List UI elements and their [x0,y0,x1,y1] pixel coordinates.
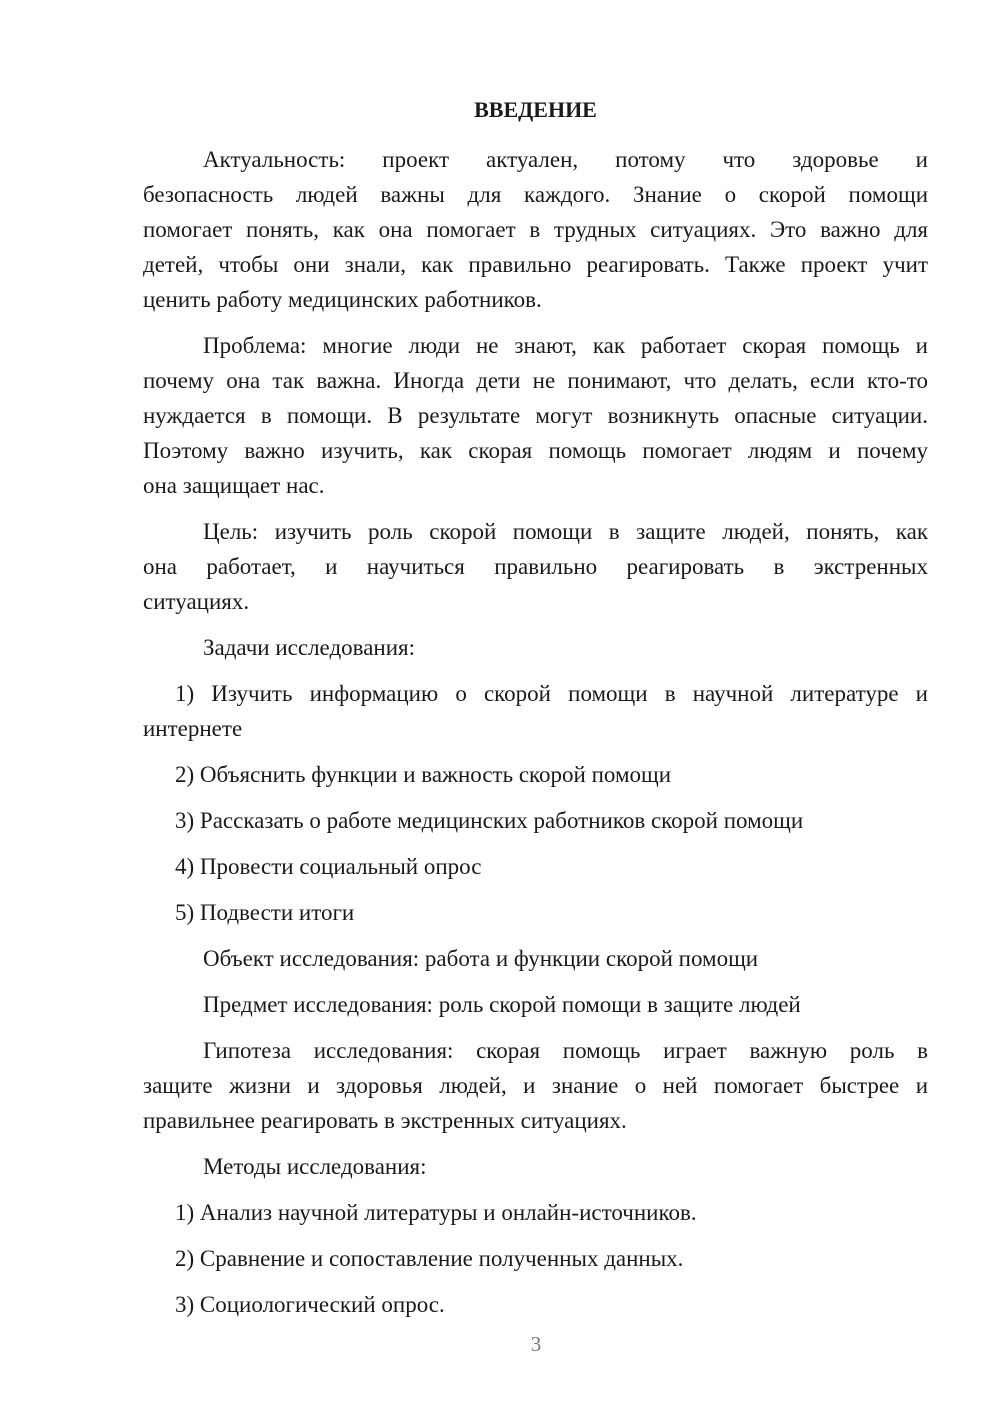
list-item [143,1287,928,1322]
text-line: ситуациях. [143,589,250,614]
text-line: Актуальность: проект актуален, потому что здоровье и [203,147,928,172]
paragraph [143,987,928,1022]
text-line: она защищает нас. [143,473,325,498]
paragraph [143,514,928,619]
document-body [143,142,928,1322]
section-title: ВВЕДЕНИЕ [474,97,597,122]
text-line: Проблема: многие люди не знают, как работает скорая помощь и [203,333,928,358]
list-item [143,757,928,792]
list-item [143,676,928,746]
paragraph [143,1033,928,1138]
text-line: помогает понять, как она помогает в трудных ситуациях. Это важно для [143,217,928,242]
list-item [143,849,928,884]
document-page [143,92,928,1322]
text-line: 2) Объяснить функции и важность скорой помощи [175,762,672,787]
text-line: защите жизни и здоровья людей, и знание о ней помогает быстрее и [143,1073,928,1098]
text-line: Методы исследования: [203,1154,427,1179]
list-item [143,1241,928,1276]
list-item [143,1195,928,1230]
text-line: правильнее реагировать в экстренных ситуациях. [143,1108,627,1133]
text-line: Объект исследования: работа и функции скорой помощи [203,946,759,971]
text-line: она работает, и научиться правильно реагировать в экстренных [143,554,928,579]
text-line: 1) Изучить информацию о скорой помощи в научной литературе и [175,681,928,706]
paragraph [143,328,928,503]
text-line: Гипотеза исследования: скорая помощь играет важную роль в [203,1038,928,1063]
list-item [143,895,928,930]
text-line: 4) Провести социальный опрос [175,854,482,879]
list-item [143,803,928,838]
text-line: нуждается в помощи. В результате могут возникнуть опасные ситуации. [143,403,928,428]
page-number: 3 [530,1332,542,1356]
text-line: 5) Подвести итоги [175,900,355,925]
paragraph [143,941,928,976]
text-line: Предмет исследования: роль скорой помощи в защите людей [203,992,801,1017]
paragraph [143,142,928,317]
text-line: Задачи исследования: [203,635,416,660]
text-line: 2) Сравнение и сопоставление полученных данных. [175,1246,684,1271]
paragraph [143,630,928,665]
text-line: почему она так важна. Иногда дети не понимают, что делать, если кто-то [143,368,928,393]
text-line: 3) Социологический опрос. [175,1292,445,1317]
text-line: ценить работу медицинских работников. [143,287,542,312]
text-line: безопасность людей важны для каждого. Знание о скорой помощи [143,182,928,207]
text-line: детей, чтобы они знали, как правильно реагировать. Также проект учит [143,252,928,277]
text-line: 1) Анализ научной литературы и онлайн-источников. [175,1200,697,1225]
text-line: Цель: изучить роль скорой помощи в защите людей, понять, как [203,519,928,544]
text-line: Поэтому важно изучить, как скорая помощь помогает людям и почему [143,438,928,463]
paragraph [143,1149,928,1184]
text-line: интернете [143,716,243,741]
text-line: 3) Рассказать о работе медицинских работников скорой помощи [175,808,804,833]
